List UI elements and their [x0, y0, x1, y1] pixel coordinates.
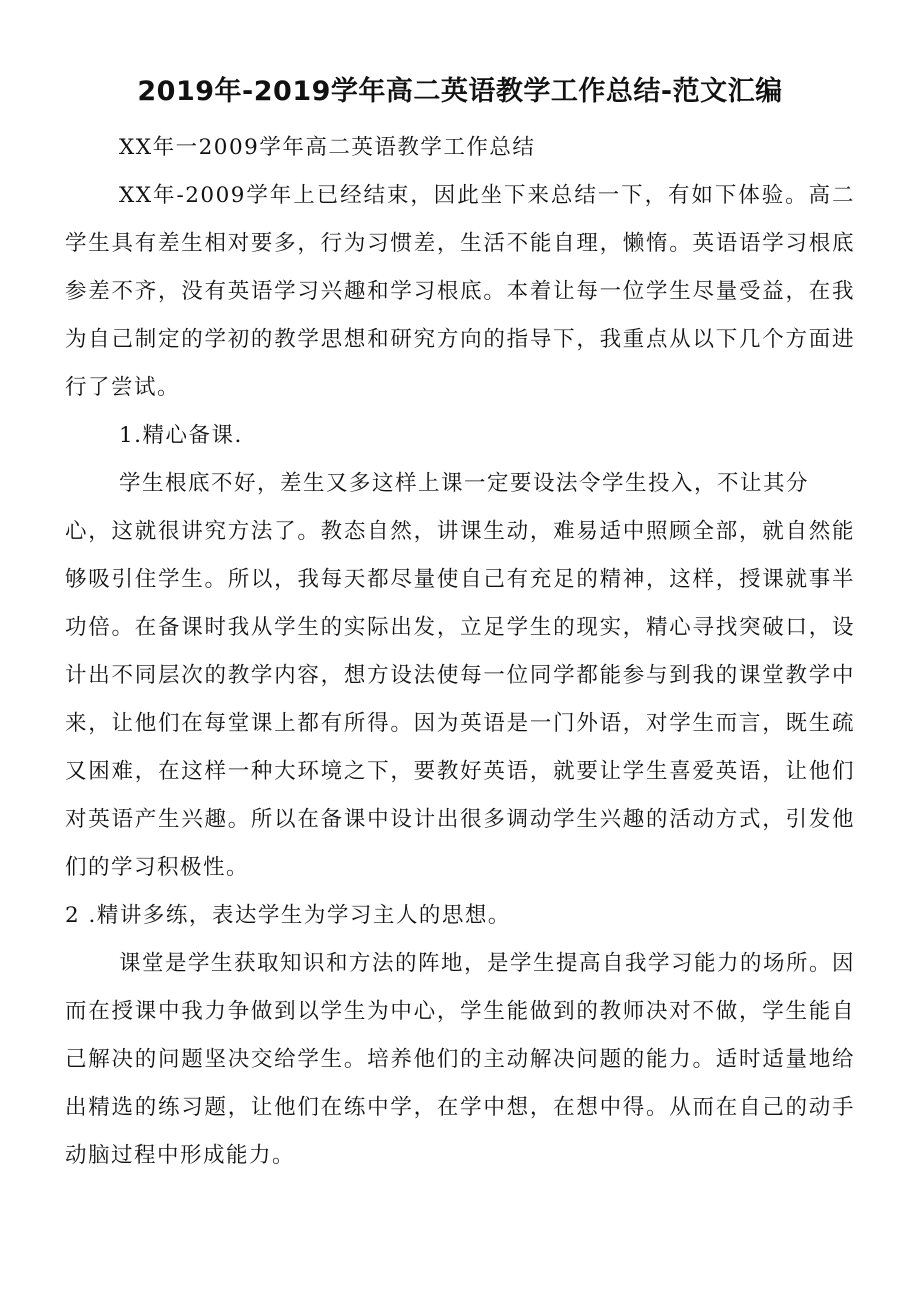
- document-subtitle: XX年一2009学年高二英语教学工作总结: [119, 135, 536, 160]
- section-heading-1: 1.精心备课.: [119, 423, 243, 448]
- paragraph-section-1-first-line: 学生根底不好，差生又多这样上课一定要设法令学生投入，不让其分: [119, 471, 810, 496]
- section-heading-2: 2 .精讲多练，表达学生为学习主人的思想。: [65, 903, 511, 928]
- paragraph-section-2-body: 课堂是学生获取知识和方法的阵地，是学生提高自我学习能力的场所。因而在授课中我力争做到以学生为中心，学生能做到的教师决对不做，学生能自己解决的问题坚决交给学生。培养他们的主动解决问题的能力。适时适量地给出精选的练习题，让他们在练中学，在学中想，在想中得。从而在自己的动手动脑过程中形成能力。: [65, 951, 856, 1168]
- document-title: 2019年-2019学年高二英语教学工作总结-范文汇编: [137, 76, 783, 107]
- paragraph-intro: XX年-2009学年上已经结束，因此坐下来总结一下，有如下体验。高二学生具有差生相对要多，行为习惯差，生活不能自理，懒惰。英语语学习根底参差不齐，没有英语学习兴趣和学习根底。本着让每一位学生尽量受益，在我为自己制定的学初的教学思想和研究方向的指导下，我重点从以下几个方面进行了尝试。: [65, 183, 855, 400]
- paragraph-section-1-body: 心，这就很讲究方法了。教态自然，讲课生动，难易适中照顾全部，就自然能够吸引住学生。所以，我每天都尽量使自己有充足的精神，这样，授课就事半功倍。在备课时我从学生的实际出发，立足学生的现实，精心寻找突破口，设计出不同层次的教学内容，想方设法使每一位同学都能参与到我的课堂教学中来，让他们在每堂课上都有所得。因为英语是一门外语，对学生而言，既生疏又困难，在这样一种大环境之下，要教好英语，就要让学生喜爱英语，让他们对英语产生兴趣。所以在备课中设计出很多调动学生兴趣的活动方式，引发他们的学习积极性。: [65, 519, 855, 880]
